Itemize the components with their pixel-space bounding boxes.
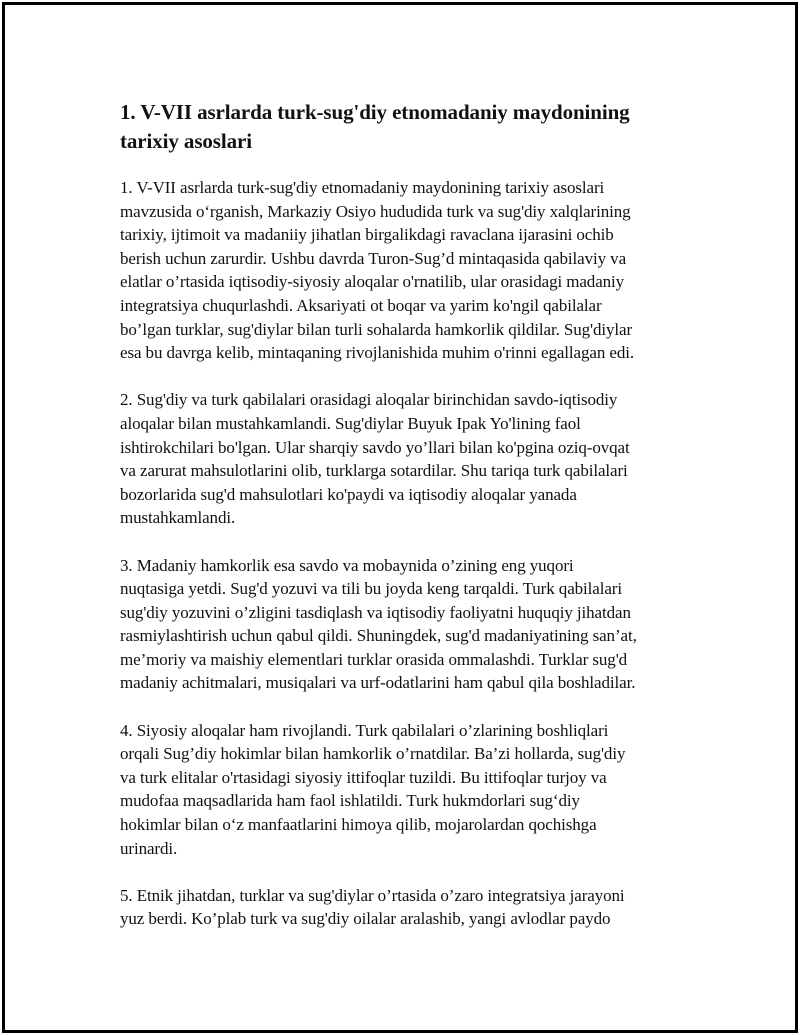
text-line: integratsiya chuqurlashdi. Aksariyati ot boqar va yarim ko'ngil qabilalar <box>120 295 602 315</box>
text-line: elatlar o’rtasida iqtisodiy-siyosiy aloqalar o'rnatilib, ular orasidagi madaniy <box>120 272 625 292</box>
text-line: tarixiy, ijtimoit va madaniiy jihatlan birgalikdagi ravaclana ijarasini ochib <box>120 225 614 245</box>
document-title <box>120 98 700 156</box>
text-line: 5. Etnik jihatdan, turklar va sug'diylar o’rtasida o’zaro integratsiya jarayoni <box>120 885 625 905</box>
document-body <box>120 98 700 955</box>
text-line: mavzusida o‘rganish, Markaziy Osiyo hududida turk va sug'diy xalqlarining <box>120 201 631 221</box>
paragraph-4 <box>120 719 700 861</box>
text-line: me’moriy va maishiy elementlari turklar orasida ommalashdi. Turklar sug'd <box>120 649 628 669</box>
text-line: bozorlarida sug'd mahsulotlari ko'paydi va iqtisodiy aloqalar yanada <box>120 484 577 504</box>
paragraph-3 <box>120 554 700 696</box>
page-frame <box>2 2 798 1033</box>
text-line: bo’lgan turklar, sug'diylar bilan turli sohalarda hamkorlik qildilar. Sug'diylar <box>120 319 633 339</box>
paragraph-5 <box>120 884 700 931</box>
paragraph-1 <box>120 176 700 365</box>
text-line: nuqtasiga yetdi. Sug'd yozuvi va tili bu joyda keng tarqaldi. Turk qabilalari <box>120 579 622 599</box>
text-line: 2. Sug'diy va turk qabilalari orasidagi aloqalar birinchidan savdo-iqtisodiy <box>120 390 618 410</box>
paragraph-2 <box>120 388 700 530</box>
text-line: va turk elitalar o'rtasidagi siyosiy ittifoqlar tuzildi. Bu ittifoqlar turjoy va <box>120 767 607 787</box>
text-line: hokimlar bilan o‘z manfaatlarini himoya qilib, mojarolardan qochishga <box>120 815 597 835</box>
text-line: sug'diy yozuvini o’zligini tasdiqlash va iqtisodiy faoliyatni huquqiy jihatdan <box>120 602 631 622</box>
text-line: ishtirokchilari bo'lgan. Ular sharqiy savdo yo’llari bilan ko'pgina oziq-ovqat <box>120 437 630 457</box>
text-line: orqali Sug’diy hokimlar bilan hamkorlik o’rnatdilar. Ba’zi hollarda, sug'diy <box>120 744 626 764</box>
text-line: urinardi. <box>120 838 178 858</box>
text-line: esa bu davrga kelib, mintaqaning rivojlanishida muhim o'rinni egallagan edi. <box>120 343 634 363</box>
paragraph-list <box>120 176 700 931</box>
text-line: mudofaa maqsadlarida ham faol ishlatildi. Turk hukmdorlari sug‘diy <box>120 791 580 811</box>
title-line: tarixiy asoslari <box>120 129 252 153</box>
text-line: mustahkamlandi. <box>120 508 236 528</box>
text-line: 4. Siyosiy aloqalar ham rivojlandi. Turk qabilalari o’zlarining boshliqlari <box>120 720 609 740</box>
text-line: rasmiylashtirish uchun qabul qildi. Shuningdek, sug'd madaniyatining san’at, <box>120 626 637 646</box>
text-line: 1. V-VII asrlarda turk-sug'diy etnomadaniy maydonining tarixiy asoslari <box>120 178 605 197</box>
text-line: 3. Madaniy hamkorlik esa savdo va mobaynida o’zining eng yuqori <box>120 555 574 575</box>
text-line: berish uchun zarurdir. Ushbu davrda Turon-Sug’d mintaqasida qabilaviy va <box>120 248 627 268</box>
text-line: aloqalar bilan mustahkamlandi. Sug'diylar Buyuk Ipak Yo'lining faol <box>120 413 581 433</box>
text-line: yuz berdi. Ko’plab turk va sug'diy oilalar aralashib, yangi avlodlar paydo <box>120 909 611 929</box>
text-line: madaniy achitmalari, musiqalari va urf-odatlarini ham qabul qila boshladilar. <box>120 673 636 693</box>
title-line: 1. V-VII asrlarda turk-sug'diy etnomadaniy maydonining <box>120 100 630 124</box>
text-line: va zarurat mahsulotlarini olib, turklarga sotardilar. Shu tariqa turk qabilalari <box>120 461 628 481</box>
